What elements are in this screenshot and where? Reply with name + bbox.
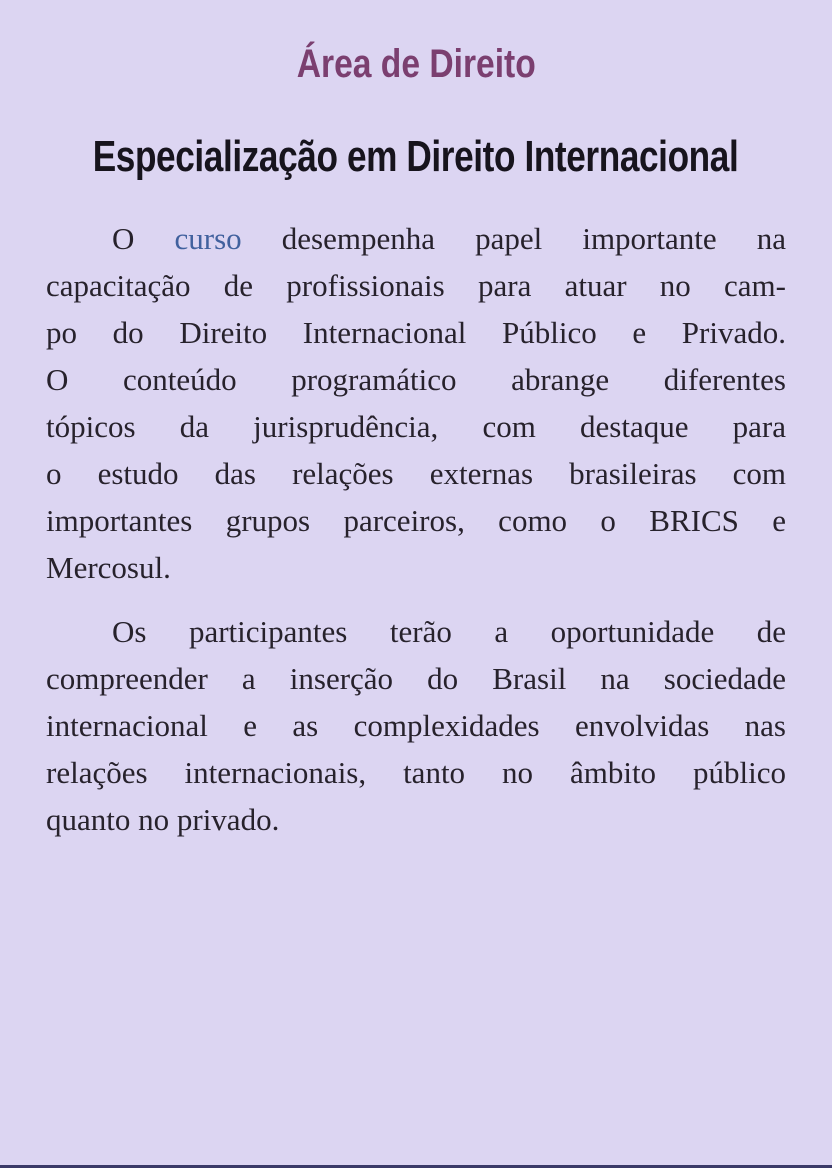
paragraph-line: O conteúdo programático abrange diferentes (46, 362, 786, 397)
paragraph-line: tópicos da jurisprudência, com destaque para (46, 409, 786, 444)
paragraph-line: compreender a inserção do Brasil na sociedade (46, 661, 786, 696)
paragraph-line (46, 215, 786, 262)
line-text: desempenha papel importante na (281, 221, 786, 256)
course-title (0, 132, 832, 182)
paragraph-line: o estudo das relações externas brasileiras com (46, 456, 786, 491)
paragraph-line: Mercosul. (46, 550, 171, 585)
paragraph-line: quanto no privado. (46, 802, 280, 837)
paragraph-2 (46, 608, 786, 843)
paragraph-line: capacitação de profissionais para atuar no cam- (46, 268, 786, 303)
area-title (0, 40, 832, 88)
article-body (46, 215, 786, 843)
line-text: O (112, 221, 135, 256)
paragraph-line: relações internacionais, tanto no âmbito público (46, 755, 786, 790)
area-title-text: Área de Direito (296, 42, 536, 86)
paragraph-line: internacional e as complexidades envolvidas nas (46, 708, 786, 743)
curso-link[interactable]: curso (174, 221, 242, 256)
paragraph-line: Os participantes terão a oportunidade de (112, 614, 786, 649)
course-title-text: Especialização em Direito Internacional (93, 132, 739, 181)
paragraph-line: importantes grupos parceiros, como o BRICS e (46, 503, 786, 538)
paragraph-1 (46, 215, 786, 591)
paragraph-line: po do Direito Internacional Público e Privado. (46, 315, 786, 350)
